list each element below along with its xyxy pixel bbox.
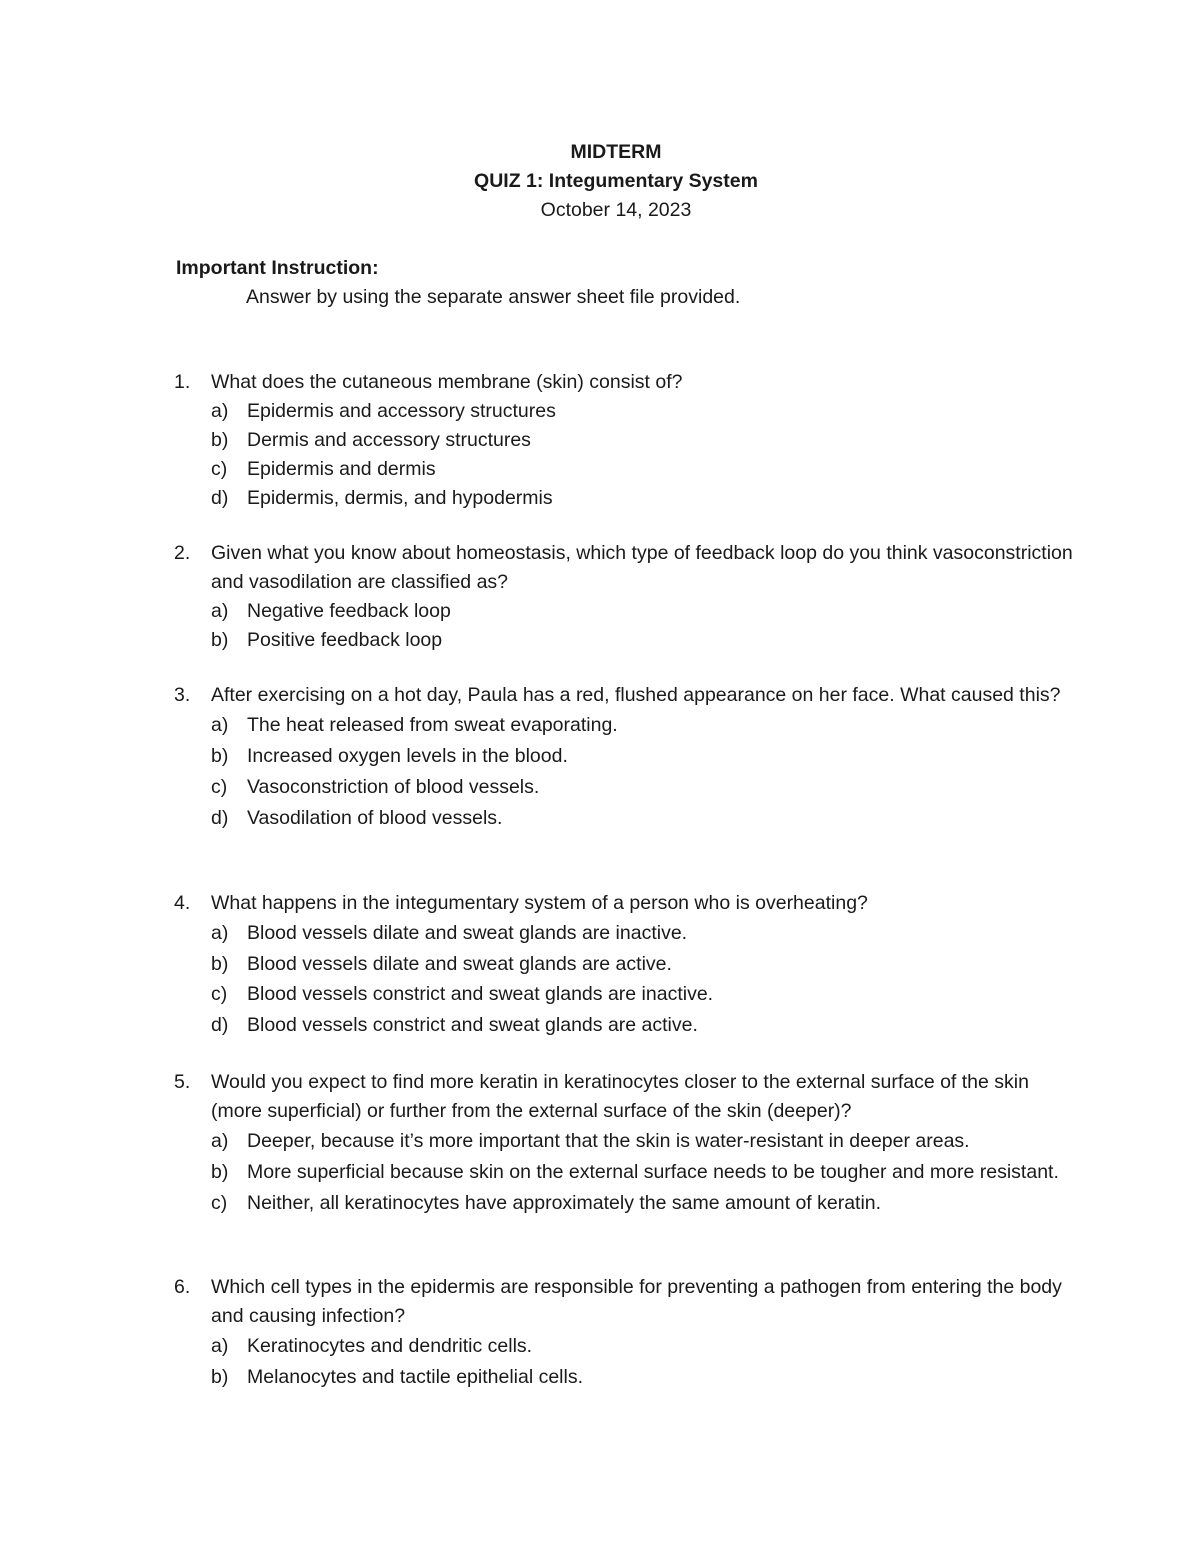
option-letter: a) <box>211 600 229 622</box>
question-text: After exercising on a hot day, Paula has a red, flushed appearance on her face. What caused this? <box>211 684 1061 706</box>
option-letter: b) <box>211 1161 229 1183</box>
question-text: Which cell types in the epidermis are responsible for preventing a pathogen from entering the body and causing infection? <box>211 1276 1062 1327</box>
option-text: Keratinocytes and dendritic cells. <box>247 1335 533 1357</box>
answer-option <box>174 484 1074 513</box>
question-6 <box>174 1273 1074 1393</box>
answer-option <box>174 1126 1074 1156</box>
option-letter: c) <box>211 983 228 1005</box>
question-stem <box>174 1273 1074 1331</box>
quiz-date: October 14, 2023 <box>540 199 692 221</box>
answer-option <box>174 1010 1074 1041</box>
question-stem <box>174 889 1074 918</box>
option-letter: c) <box>211 776 228 798</box>
option-text: Blood vessels dilate and sweat glands are inactive. <box>247 922 688 944</box>
option-text: Epidermis and dermis <box>247 458 436 480</box>
question-number: 1. <box>174 371 191 393</box>
question-4 <box>174 889 1074 1040</box>
option-text: Epidermis, dermis, and hypodermis <box>247 487 553 509</box>
option-letter: b) <box>211 1366 229 1388</box>
question-number: 4. <box>174 892 191 914</box>
option-text: Negative feedback loop <box>247 600 451 622</box>
answer-option <box>174 1156 1074 1187</box>
answer-option <box>174 1187 1074 1218</box>
question-3 <box>174 681 1074 834</box>
option-text: Positive feedback loop <box>247 629 443 651</box>
answer-option <box>174 741 1074 772</box>
question-2 <box>174 539 1074 655</box>
answer-option <box>174 710 1074 741</box>
option-letter: d) <box>211 1013 229 1036</box>
answer-option <box>174 803 1074 834</box>
answer-option <box>174 1362 1074 1393</box>
option-letter: b) <box>211 952 229 975</box>
option-text: Deeper, because it’s more important that the skin is water-resistant in deeper areas. <box>247 1130 970 1152</box>
question-number: 5. <box>174 1071 191 1093</box>
option-text: Blood vessels constrict and sweat glands are inactive. <box>247 983 714 1005</box>
option-text: Increased oxygen levels in the blood. <box>247 745 568 767</box>
option-text: Neither, all keratinocytes have approximately the same amount of keratin. <box>247 1192 882 1214</box>
option-text: Blood vessels dilate and sweat glands are active. <box>247 952 672 975</box>
option-letter: b) <box>211 745 229 767</box>
option-text: Blood vessels constrict and sweat glands are active. <box>247 1013 698 1036</box>
question-stem <box>174 539 1074 597</box>
option-letter: a) <box>211 714 229 736</box>
answer-option <box>174 397 1074 426</box>
question-text: What does the cutaneous membrane (skin) consist of? <box>211 371 683 393</box>
exam-title: MIDTERM <box>570 141 662 163</box>
question-number: 6. <box>174 1276 191 1298</box>
answer-option <box>174 918 1074 949</box>
question-text: Given what you know about homeostasis, which type of feedback loop do you think vasoconstriction and vasodilation are classified as? <box>211 542 1073 593</box>
option-text: Vasoconstriction of blood vessels. <box>247 776 540 798</box>
option-letter: d) <box>211 487 229 509</box>
answer-option <box>174 772 1074 803</box>
option-letter: b) <box>211 629 229 651</box>
option-text: Dermis and accessory structures <box>247 429 531 451</box>
question-stem <box>174 1068 1074 1126</box>
question-5 <box>174 1068 1074 1218</box>
answer-option <box>174 979 1074 1010</box>
answer-option <box>174 426 1074 455</box>
option-text: Vasodilation of blood vessels. <box>247 807 503 829</box>
instruction-text: Answer by using the separate answer sheet file provided. <box>246 286 741 308</box>
option-text: The heat released from sweat evaporating. <box>247 714 618 736</box>
option-text: More superficial because skin on the external surface needs to be tougher and more resistant. <box>247 1161 1059 1183</box>
option-letter: c) <box>211 458 228 480</box>
instruction-label: Important Instruction: <box>176 257 379 279</box>
option-letter: a) <box>211 1335 229 1357</box>
question-stem <box>174 681 1074 710</box>
option-letter: a) <box>211 400 229 422</box>
question-1 <box>174 368 1074 513</box>
question-number: 2. <box>174 542 191 564</box>
option-letter: c) <box>211 1192 228 1214</box>
question-text: Would you expect to find more keratin in keratinocytes closer to the external surface of the skin (more superficial) or further from the external surface of the skin (deeper)? <box>211 1071 1029 1122</box>
option-text: Melanocytes and tactile epithelial cells. <box>247 1366 584 1388</box>
question-text: What happens in the integumentary system of a person who is overheating? <box>211 892 868 914</box>
option-letter: b) <box>211 429 229 451</box>
answer-option <box>174 626 1074 655</box>
answer-option <box>174 1331 1074 1362</box>
option-letter: d) <box>211 807 229 829</box>
answer-option <box>174 597 1074 626</box>
question-stem <box>174 368 1074 397</box>
option-letter: a) <box>211 922 229 944</box>
option-text: Epidermis and accessory structures <box>247 400 556 422</box>
answer-option <box>174 949 1074 980</box>
question-number: 3. <box>174 684 191 706</box>
answer-option <box>174 455 1074 484</box>
quiz-title: QUIZ 1: Integumentary System <box>474 170 758 192</box>
option-letter: a) <box>211 1130 229 1152</box>
